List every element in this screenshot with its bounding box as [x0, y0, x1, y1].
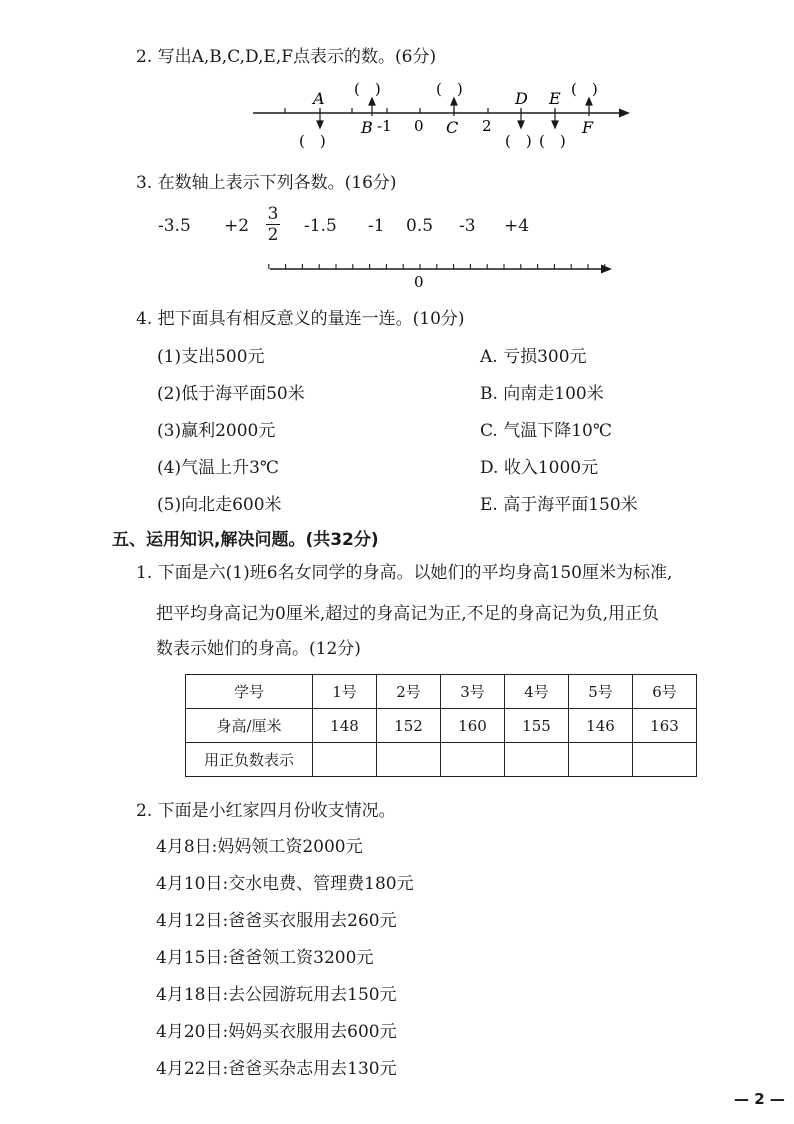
entry-1: 4月8日:妈妈领工资2000元	[156, 837, 363, 857]
row-header-signed: 用正负数表示	[186, 743, 313, 777]
table-row	[186, 675, 697, 709]
entry-6: 4月20日:妈妈买衣服用去600元	[156, 1022, 397, 1042]
point-label-c: C	[446, 118, 459, 137]
cell-id-3: 3号	[441, 675, 505, 709]
q3-number-4: -1	[368, 216, 385, 236]
answer-cell-5[interactable]	[569, 743, 633, 777]
point-label-e: E	[549, 89, 561, 108]
point-label-d: D	[515, 89, 528, 108]
answer-cell-3[interactable]	[441, 743, 505, 777]
q4-left-2[interactable]: (2)低于海平面50米	[157, 384, 305, 404]
cell-id-1: 1号	[313, 675, 377, 709]
q4-left-3[interactable]: (3)赢利2000元	[157, 421, 276, 441]
answer-cell-4[interactable]	[505, 743, 569, 777]
cell-id-2: 2号	[377, 675, 441, 709]
number-line-arrow-icon	[601, 265, 612, 274]
s5q1-line-2: 把平均身高记为0厘米,超过的身高记为正,不足的身高记为负,用正负	[156, 604, 660, 624]
cell-id-6: 6号	[633, 675, 697, 709]
entry-5: 4月18日:去公园游玩用去150元	[156, 985, 397, 1005]
tick-label-two: 2	[482, 117, 492, 135]
answer-blank-f[interactable]: ( )	[571, 80, 598, 98]
q4-title: 4. 把下面具有相反意义的量连一连。(10分)	[136, 309, 465, 329]
q3-number-1: -3.5	[158, 216, 191, 236]
cell-id-5: 5号	[569, 675, 633, 709]
cell-id-4: 4号	[505, 675, 569, 709]
table-row	[186, 709, 697, 743]
answer-blank-d[interactable]: ( )	[505, 132, 532, 150]
row-header-id: 学号	[186, 675, 313, 709]
q4-right-c[interactable]: C. 气温下降10℃	[480, 421, 612, 441]
entry-4: 4月15日:爸爸领工资3200元	[156, 948, 374, 968]
cell-height-5: 146	[569, 709, 633, 743]
row-header-height: 身高/厘米	[186, 709, 313, 743]
q4-right-a[interactable]: A. 亏损300元	[480, 347, 587, 367]
entry-3: 4月12日:爸爸买衣服用去260元	[156, 911, 397, 931]
tick-label-neg1: -1	[377, 117, 392, 135]
q3-fraction	[266, 204, 280, 245]
q4-right-e[interactable]: E. 高于海平面150米	[480, 495, 638, 515]
q3-number-3: -1.5	[304, 216, 337, 236]
answer-blank-e[interactable]: ( )	[539, 132, 566, 150]
q3-zero-label: 0	[414, 273, 424, 291]
point-label-f: F	[582, 118, 594, 137]
point-label-b: B	[361, 118, 373, 137]
q3-number-line[interactable]	[0, 255, 794, 295]
answer-cell-1[interactable]	[313, 743, 377, 777]
q4-left-4[interactable]: (4)气温上升3℃	[157, 458, 279, 478]
q3-number-7: +4	[504, 216, 530, 236]
height-table	[185, 674, 697, 777]
cell-height-1: 148	[313, 709, 377, 743]
fraction-denominator: 2	[267, 225, 279, 245]
answer-cell-2[interactable]	[377, 743, 441, 777]
q4-right-d[interactable]: D. 收入1000元	[480, 458, 599, 478]
q3-number-5: 0.5	[406, 216, 434, 236]
point-label-a: A	[313, 89, 325, 108]
q3-title: 3. 在数轴上表示下列各数。(16分)	[136, 173, 397, 193]
q4-right-b[interactable]: B. 向南走100米	[480, 384, 604, 404]
cell-height-4: 155	[505, 709, 569, 743]
q3-number-6: -3	[459, 216, 476, 236]
tick-label-zero: 0	[414, 117, 424, 135]
cell-height-2: 152	[377, 709, 441, 743]
q4-left-1[interactable]: (1)支出500元	[157, 347, 265, 367]
section-5-title: 五、运用知识,解决问题。(共32分)	[112, 530, 379, 550]
entry-7: 4月22日:爸爸买杂志用去130元	[156, 1059, 397, 1079]
q3-number-2: +2	[224, 216, 250, 236]
s5q2-title: 2. 下面是小红家四月份收支情况。	[136, 801, 396, 821]
answer-blank-c[interactable]: ( )	[436, 80, 463, 98]
q2-number-line	[0, 0, 794, 160]
page-number: — 2 —	[734, 1090, 785, 1108]
cell-height-6: 163	[633, 709, 697, 743]
q4-left-5[interactable]: (5)向北走600米	[157, 495, 282, 515]
q2-title: 2. 写出A,B,C,D,E,F点表示的数。(6分)	[136, 47, 437, 67]
answer-blank-a[interactable]: ( )	[299, 132, 326, 150]
s5q1-line-3: 数表示她们的身高。(12分)	[156, 639, 361, 659]
fraction-numerator: 3	[267, 204, 279, 224]
cell-height-3: 160	[441, 709, 505, 743]
answer-cell-6[interactable]	[633, 743, 697, 777]
entry-2: 4月10日:交水电费、管理费180元	[156, 874, 414, 894]
answer-blank-b[interactable]: ( )	[354, 80, 381, 98]
s5q1-line-1: 1. 下面是六(1)班6名女同学的身高。以她们的平均身高150厘米为标准,	[136, 563, 673, 583]
number-line-arrow-icon	[619, 109, 630, 118]
table-row	[186, 743, 697, 777]
